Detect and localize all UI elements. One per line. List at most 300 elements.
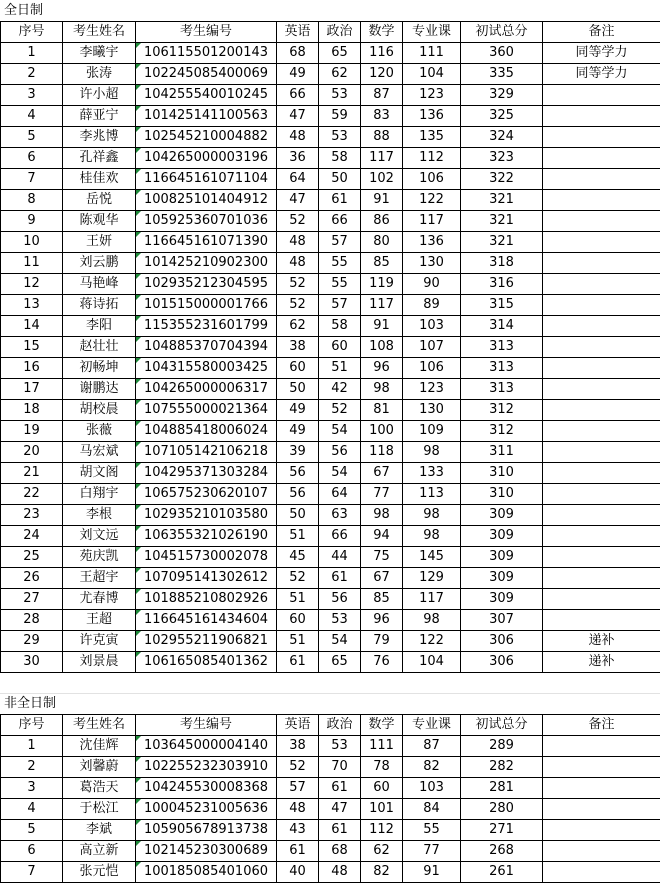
cell-major[interactable]: 113 <box>403 484 461 505</box>
cell-total[interactable]: 314 <box>461 316 543 337</box>
cell-math[interactable]: 67 <box>361 568 403 589</box>
cell-seq[interactable]: 16 <box>1 358 63 379</box>
cell-politics[interactable]: 54 <box>319 631 361 652</box>
cell-id[interactable]: 104885370704394 <box>136 337 277 358</box>
cell-total[interactable]: 321 <box>461 190 543 211</box>
cell-total[interactable]: 307 <box>461 610 543 631</box>
cell-politics[interactable]: 61 <box>319 568 361 589</box>
cell-major[interactable]: 130 <box>403 253 461 274</box>
cell-id[interactable]: 105905678913738 <box>136 820 277 841</box>
cell-math[interactable]: 118 <box>361 442 403 463</box>
cell-politics[interactable]: 64 <box>319 484 361 505</box>
cell-name[interactable]: 苑庆凯 <box>63 547 136 568</box>
cell-total[interactable]: 306 <box>461 652 543 673</box>
cell-politics[interactable]: 47 <box>319 799 361 820</box>
cell-seq[interactable]: 21 <box>1 463 63 484</box>
cell-english[interactable]: 52 <box>277 295 319 316</box>
cell-english[interactable]: 38 <box>277 736 319 757</box>
cell-total[interactable]: 268 <box>461 841 543 862</box>
cell-id[interactable]: 106115501200143 <box>136 43 277 64</box>
cell-major[interactable]: 109 <box>403 421 461 442</box>
cell-major[interactable]: 104 <box>403 64 461 85</box>
cell-major[interactable]: 90 <box>403 274 461 295</box>
cell-total[interactable]: 310 <box>461 484 543 505</box>
cell-name[interactable]: 许小超 <box>63 85 136 106</box>
cell-name[interactable]: 谢鹏达 <box>63 379 136 400</box>
cell-remark[interactable] <box>543 400 660 421</box>
cell-id[interactable]: 102145230300689 <box>136 841 277 862</box>
cell-major[interactable]: 136 <box>403 106 461 127</box>
cell-id[interactable]: 116645161071390 <box>136 232 277 253</box>
cell-math[interactable]: 117 <box>361 148 403 169</box>
cell-name[interactable]: 李曦宇 <box>63 43 136 64</box>
cell-total[interactable]: 312 <box>461 421 543 442</box>
cell-total[interactable]: 324 <box>461 127 543 148</box>
cell-major[interactable]: 130 <box>403 400 461 421</box>
cell-english[interactable]: 45 <box>277 547 319 568</box>
cell-total[interactable]: 280 <box>461 799 543 820</box>
cell-english[interactable]: 48 <box>277 232 319 253</box>
cell-english[interactable]: 52 <box>277 211 319 232</box>
cell-politics[interactable]: 57 <box>319 295 361 316</box>
cell-seq[interactable]: 13 <box>1 295 63 316</box>
cell-english[interactable]: 49 <box>277 400 319 421</box>
cell-math[interactable]: 83 <box>361 106 403 127</box>
cell-id[interactable]: 102255232303910 <box>136 757 277 778</box>
cell-id[interactable]: 107105142106218 <box>136 442 277 463</box>
cell-id[interactable]: 107095141302612 <box>136 568 277 589</box>
cell-major[interactable]: 122 <box>403 631 461 652</box>
cell-name[interactable]: 马宏斌 <box>63 442 136 463</box>
cell-seq[interactable]: 25 <box>1 547 63 568</box>
cell-name[interactable]: 刘馨蔚 <box>63 757 136 778</box>
cell-id[interactable]: 101425210902300 <box>136 253 277 274</box>
cell-remark[interactable] <box>543 253 660 274</box>
cell-name[interactable]: 初畅坤 <box>63 358 136 379</box>
cell-english[interactable]: 60 <box>277 610 319 631</box>
cell-politics[interactable]: 63 <box>319 505 361 526</box>
cell-seq[interactable]: 7 <box>1 169 63 190</box>
cell-total[interactable]: 360 <box>461 43 543 64</box>
cell-total[interactable]: 282 <box>461 757 543 778</box>
cell-politics[interactable]: 66 <box>319 526 361 547</box>
cell-math[interactable]: 67 <box>361 463 403 484</box>
cell-english[interactable]: 38 <box>277 337 319 358</box>
cell-english[interactable]: 52 <box>277 568 319 589</box>
cell-english[interactable]: 36 <box>277 148 319 169</box>
cell-seq[interactable]: 11 <box>1 253 63 274</box>
cell-politics[interactable]: 53 <box>319 736 361 757</box>
cell-math[interactable]: 77 <box>361 484 403 505</box>
cell-english[interactable]: 51 <box>277 589 319 610</box>
cell-remark[interactable] <box>543 757 660 778</box>
cell-major[interactable]: 106 <box>403 358 461 379</box>
cell-major[interactable]: 104 <box>403 652 461 673</box>
cell-seq[interactable]: 5 <box>1 820 63 841</box>
cell-math[interactable]: 120 <box>361 64 403 85</box>
cell-name[interactable]: 李斌 <box>63 820 136 841</box>
cell-total[interactable]: 309 <box>461 547 543 568</box>
cell-id[interactable]: 106575230620107 <box>136 484 277 505</box>
cell-math[interactable]: 91 <box>361 190 403 211</box>
cell-seq[interactable]: 4 <box>1 799 63 820</box>
cell-id[interactable]: 101515000001766 <box>136 295 277 316</box>
cell-total[interactable]: 281 <box>461 778 543 799</box>
cell-major[interactable]: 107 <box>403 337 461 358</box>
cell-politics[interactable]: 55 <box>319 253 361 274</box>
cell-seq[interactable]: 3 <box>1 85 63 106</box>
cell-english[interactable]: 61 <box>277 841 319 862</box>
cell-seq[interactable]: 1 <box>1 43 63 64</box>
cell-remark[interactable]: 同等学力 <box>543 64 660 85</box>
cell-id[interactable]: 100825101404912 <box>136 190 277 211</box>
cell-id[interactable]: 104255540010245 <box>136 85 277 106</box>
cell-politics[interactable]: 55 <box>319 274 361 295</box>
cell-major[interactable]: 77 <box>403 841 461 862</box>
cell-english[interactable]: 47 <box>277 106 319 127</box>
cell-remark[interactable] <box>543 295 660 316</box>
cell-total[interactable]: 271 <box>461 820 543 841</box>
cell-politics[interactable]: 60 <box>319 337 361 358</box>
cell-name[interactable]: 刘文远 <box>63 526 136 547</box>
cell-remark[interactable] <box>543 211 660 232</box>
cell-math[interactable]: 96 <box>361 610 403 631</box>
cell-english[interactable]: 52 <box>277 757 319 778</box>
cell-politics[interactable]: 44 <box>319 547 361 568</box>
cell-seq[interactable]: 10 <box>1 232 63 253</box>
cell-id[interactable]: 116645161071104 <box>136 169 277 190</box>
cell-name[interactable]: 张涛 <box>63 64 136 85</box>
cell-remark[interactable]: 递补 <box>543 652 660 673</box>
cell-major[interactable]: 98 <box>403 526 461 547</box>
cell-name[interactable]: 于松江 <box>63 799 136 820</box>
cell-major[interactable]: 91 <box>403 862 461 883</box>
cell-math[interactable]: 100 <box>361 421 403 442</box>
cell-seq[interactable]: 9 <box>1 211 63 232</box>
cell-english[interactable]: 49 <box>277 64 319 85</box>
cell-math[interactable]: 60 <box>361 778 403 799</box>
cell-major[interactable]: 117 <box>403 589 461 610</box>
cell-math[interactable]: 108 <box>361 337 403 358</box>
cell-remark[interactable] <box>543 421 660 442</box>
cell-politics[interactable]: 50 <box>319 169 361 190</box>
cell-name[interactable]: 李阳 <box>63 316 136 337</box>
cell-remark[interactable]: 同等学力 <box>543 43 660 64</box>
cell-remark[interactable] <box>543 526 660 547</box>
cell-politics[interactable]: 61 <box>319 778 361 799</box>
cell-total[interactable]: 261 <box>461 862 543 883</box>
cell-seq[interactable]: 2 <box>1 64 63 85</box>
cell-politics[interactable]: 58 <box>319 316 361 337</box>
cell-english[interactable]: 39 <box>277 442 319 463</box>
cell-id[interactable]: 104885418006024 <box>136 421 277 442</box>
cell-seq[interactable]: 17 <box>1 379 63 400</box>
cell-id[interactable]: 103645000004140 <box>136 736 277 757</box>
cell-math[interactable]: 86 <box>361 211 403 232</box>
cell-remark[interactable] <box>543 337 660 358</box>
cell-name[interactable]: 高立新 <box>63 841 136 862</box>
cell-name[interactable]: 葛浩天 <box>63 778 136 799</box>
cell-english[interactable]: 43 <box>277 820 319 841</box>
cell-math[interactable]: 101 <box>361 799 403 820</box>
cell-seq[interactable]: 6 <box>1 841 63 862</box>
cell-remark[interactable] <box>543 736 660 757</box>
cell-remark[interactable] <box>543 148 660 169</box>
cell-politics[interactable]: 65 <box>319 652 361 673</box>
cell-major[interactable]: 103 <box>403 316 461 337</box>
cell-id[interactable]: 100185085401060 <box>136 862 277 883</box>
cell-math[interactable]: 62 <box>361 841 403 862</box>
cell-total[interactable]: 313 <box>461 379 543 400</box>
cell-politics[interactable]: 51 <box>319 358 361 379</box>
cell-politics[interactable]: 59 <box>319 106 361 127</box>
cell-id[interactable]: 104315580003425 <box>136 358 277 379</box>
cell-english[interactable]: 48 <box>277 127 319 148</box>
cell-seq[interactable]: 22 <box>1 484 63 505</box>
cell-major[interactable]: 133 <box>403 463 461 484</box>
cell-total[interactable]: 325 <box>461 106 543 127</box>
cell-math[interactable]: 88 <box>361 127 403 148</box>
cell-seq[interactable]: 18 <box>1 400 63 421</box>
cell-remark[interactable] <box>543 85 660 106</box>
cell-id[interactable]: 106165085401362 <box>136 652 277 673</box>
cell-politics[interactable]: 42 <box>319 379 361 400</box>
cell-major[interactable]: 82 <box>403 757 461 778</box>
cell-seq[interactable]: 19 <box>1 421 63 442</box>
cell-total[interactable]: 321 <box>461 232 543 253</box>
cell-english[interactable]: 47 <box>277 190 319 211</box>
cell-id[interactable]: 104295371303284 <box>136 463 277 484</box>
cell-remark[interactable] <box>543 274 660 295</box>
cell-id[interactable]: 107555000021364 <box>136 400 277 421</box>
cell-remark[interactable] <box>543 232 660 253</box>
cell-politics[interactable]: 56 <box>319 589 361 610</box>
cell-english[interactable]: 60 <box>277 358 319 379</box>
cell-math[interactable]: 117 <box>361 295 403 316</box>
cell-major[interactable]: 112 <box>403 148 461 169</box>
cell-politics[interactable]: 58 <box>319 148 361 169</box>
cell-seq[interactable]: 30 <box>1 652 63 673</box>
cell-remark[interactable] <box>543 316 660 337</box>
cell-total[interactable]: 323 <box>461 148 543 169</box>
cell-total[interactable]: 313 <box>461 337 543 358</box>
cell-total[interactable]: 329 <box>461 85 543 106</box>
cell-id[interactable]: 101425141100563 <box>136 106 277 127</box>
cell-total[interactable]: 335 <box>461 64 543 85</box>
cell-english[interactable]: 51 <box>277 631 319 652</box>
cell-major[interactable]: 106 <box>403 169 461 190</box>
cell-seq[interactable]: 12 <box>1 274 63 295</box>
cell-name[interactable]: 王妍 <box>63 232 136 253</box>
cell-politics[interactable]: 56 <box>319 442 361 463</box>
cell-seq[interactable]: 5 <box>1 127 63 148</box>
cell-english[interactable]: 56 <box>277 463 319 484</box>
cell-major[interactable]: 87 <box>403 736 461 757</box>
cell-total[interactable]: 309 <box>461 505 543 526</box>
cell-total[interactable]: 310 <box>461 463 543 484</box>
cell-politics[interactable]: 53 <box>319 127 361 148</box>
cell-math[interactable]: 116 <box>361 43 403 64</box>
cell-total[interactable]: 289 <box>461 736 543 757</box>
cell-id[interactable]: 102545210004882 <box>136 127 277 148</box>
cell-id[interactable]: 101885210802926 <box>136 589 277 610</box>
cell-remark[interactable] <box>543 463 660 484</box>
cell-total[interactable]: 313 <box>461 358 543 379</box>
cell-remark[interactable] <box>543 547 660 568</box>
cell-name[interactable]: 薛亚宁 <box>63 106 136 127</box>
cell-id[interactable]: 104265000003196 <box>136 148 277 169</box>
cell-seq[interactable]: 6 <box>1 148 63 169</box>
cell-total[interactable]: 318 <box>461 253 543 274</box>
cell-politics[interactable]: 62 <box>319 64 361 85</box>
cell-remark[interactable] <box>543 841 660 862</box>
cell-math[interactable]: 82 <box>361 862 403 883</box>
cell-major[interactable]: 117 <box>403 211 461 232</box>
cell-politics[interactable]: 48 <box>319 862 361 883</box>
cell-name[interactable]: 李兆博 <box>63 127 136 148</box>
cell-remark[interactable] <box>543 505 660 526</box>
cell-math[interactable]: 76 <box>361 652 403 673</box>
cell-major[interactable]: 103 <box>403 778 461 799</box>
cell-name[interactable]: 岳悦 <box>63 190 136 211</box>
cell-politics[interactable]: 70 <box>319 757 361 778</box>
cell-politics[interactable]: 68 <box>319 841 361 862</box>
cell-politics[interactable]: 61 <box>319 820 361 841</box>
cell-seq[interactable]: 4 <box>1 106 63 127</box>
cell-total[interactable]: 309 <box>461 589 543 610</box>
cell-seq[interactable]: 7 <box>1 862 63 883</box>
cell-total[interactable]: 315 <box>461 295 543 316</box>
cell-name[interactable]: 刘云鹏 <box>63 253 136 274</box>
cell-id[interactable]: 100045231005636 <box>136 799 277 820</box>
cell-math[interactable]: 87 <box>361 85 403 106</box>
cell-math[interactable]: 96 <box>361 358 403 379</box>
cell-politics[interactable]: 54 <box>319 421 361 442</box>
cell-name[interactable]: 许克寅 <box>63 631 136 652</box>
cell-name[interactable]: 张薇 <box>63 421 136 442</box>
cell-math[interactable]: 91 <box>361 316 403 337</box>
cell-remark[interactable] <box>543 190 660 211</box>
cell-name[interactable]: 王超 <box>63 610 136 631</box>
cell-total[interactable]: 309 <box>461 568 543 589</box>
cell-math[interactable]: 75 <box>361 547 403 568</box>
cell-seq[interactable]: 8 <box>1 190 63 211</box>
cell-remark[interactable] <box>543 169 660 190</box>
cell-seq[interactable]: 2 <box>1 757 63 778</box>
cell-name[interactable]: 孔祥鑫 <box>63 148 136 169</box>
cell-total[interactable]: 309 <box>461 526 543 547</box>
cell-remark[interactable]: 递补 <box>543 631 660 652</box>
cell-politics[interactable]: 52 <box>319 400 361 421</box>
cell-seq[interactable]: 1 <box>1 736 63 757</box>
cell-politics[interactable]: 66 <box>319 211 361 232</box>
cell-name[interactable]: 张元恺 <box>63 862 136 883</box>
cell-id[interactable]: 102935212304595 <box>136 274 277 295</box>
cell-english[interactable]: 40 <box>277 862 319 883</box>
cell-english[interactable]: 51 <box>277 526 319 547</box>
cell-total[interactable]: 312 <box>461 400 543 421</box>
cell-politics[interactable]: 53 <box>319 610 361 631</box>
cell-politics[interactable]: 57 <box>319 232 361 253</box>
cell-remark[interactable] <box>543 358 660 379</box>
cell-name[interactable]: 马艳峰 <box>63 274 136 295</box>
cell-politics[interactable]: 54 <box>319 463 361 484</box>
cell-remark[interactable] <box>543 589 660 610</box>
cell-seq[interactable]: 29 <box>1 631 63 652</box>
cell-name[interactable]: 沈佳辉 <box>63 736 136 757</box>
cell-major[interactable]: 122 <box>403 190 461 211</box>
cell-id[interactable]: 102935210103580 <box>136 505 277 526</box>
cell-major[interactable]: 55 <box>403 820 461 841</box>
cell-math[interactable]: 111 <box>361 736 403 757</box>
cell-major[interactable]: 129 <box>403 568 461 589</box>
cell-english[interactable]: 48 <box>277 799 319 820</box>
cell-id[interactable]: 102955211906821 <box>136 631 277 652</box>
cell-remark[interactable] <box>543 442 660 463</box>
cell-id[interactable]: 105925360701036 <box>136 211 277 232</box>
cell-english[interactable]: 68 <box>277 43 319 64</box>
cell-seq[interactable]: 28 <box>1 610 63 631</box>
cell-name[interactable]: 李根 <box>63 505 136 526</box>
cell-id[interactable]: 115355231601799 <box>136 316 277 337</box>
cell-seq[interactable]: 20 <box>1 442 63 463</box>
cell-name[interactable]: 胡校晨 <box>63 400 136 421</box>
cell-remark[interactable] <box>543 379 660 400</box>
cell-seq[interactable]: 23 <box>1 505 63 526</box>
cell-major[interactable]: 89 <box>403 295 461 316</box>
cell-english[interactable]: 64 <box>277 169 319 190</box>
cell-math[interactable]: 78 <box>361 757 403 778</box>
cell-english[interactable]: 66 <box>277 85 319 106</box>
cell-politics[interactable]: 53 <box>319 85 361 106</box>
cell-remark[interactable] <box>543 862 660 883</box>
cell-total[interactable]: 321 <box>461 211 543 232</box>
cell-math[interactable]: 85 <box>361 589 403 610</box>
cell-english[interactable]: 56 <box>277 484 319 505</box>
cell-seq[interactable]: 15 <box>1 337 63 358</box>
cell-math[interactable]: 98 <box>361 379 403 400</box>
cell-name[interactable]: 蒋诗拓 <box>63 295 136 316</box>
cell-math[interactable]: 85 <box>361 253 403 274</box>
cell-politics[interactable]: 61 <box>319 190 361 211</box>
cell-major[interactable]: 98 <box>403 610 461 631</box>
cell-name[interactable]: 白翔宇 <box>63 484 136 505</box>
cell-total[interactable]: 316 <box>461 274 543 295</box>
cell-english[interactable]: 52 <box>277 274 319 295</box>
cell-major[interactable]: 98 <box>403 442 461 463</box>
cell-remark[interactable] <box>543 610 660 631</box>
cell-id[interactable]: 106355321026190 <box>136 526 277 547</box>
cell-english[interactable]: 49 <box>277 421 319 442</box>
cell-english[interactable]: 61 <box>277 652 319 673</box>
cell-name[interactable]: 胡文阁 <box>63 463 136 484</box>
cell-name[interactable]: 陈观华 <box>63 211 136 232</box>
cell-major[interactable]: 123 <box>403 85 461 106</box>
cell-politics[interactable]: 65 <box>319 43 361 64</box>
cell-major[interactable]: 135 <box>403 127 461 148</box>
cell-math[interactable]: 98 <box>361 505 403 526</box>
cell-seq[interactable]: 27 <box>1 589 63 610</box>
cell-major[interactable]: 111 <box>403 43 461 64</box>
cell-english[interactable]: 50 <box>277 505 319 526</box>
cell-remark[interactable] <box>543 127 660 148</box>
cell-english[interactable]: 57 <box>277 778 319 799</box>
cell-seq[interactable]: 24 <box>1 526 63 547</box>
cell-remark[interactable] <box>543 799 660 820</box>
cell-major[interactable]: 136 <box>403 232 461 253</box>
cell-name[interactable]: 王超宇 <box>63 568 136 589</box>
cell-major[interactable]: 84 <box>403 799 461 820</box>
